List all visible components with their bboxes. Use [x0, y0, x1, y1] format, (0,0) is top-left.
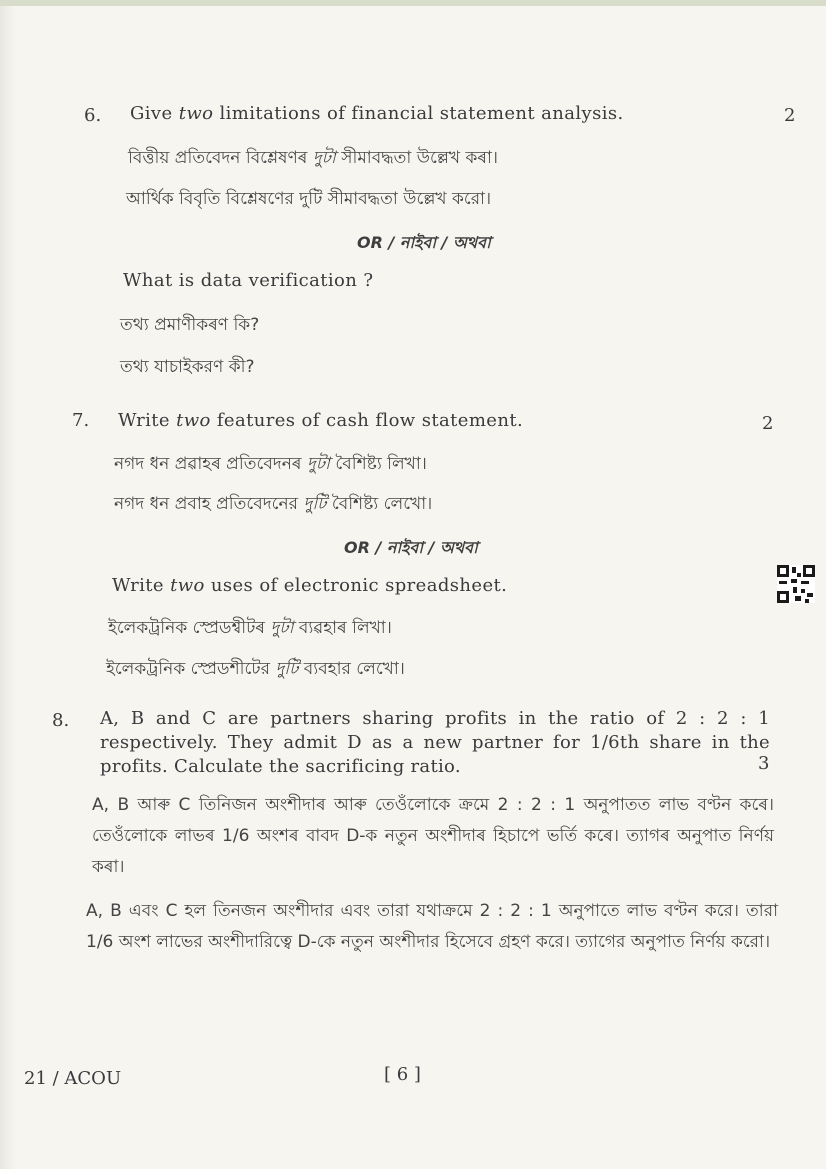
q8-marks: 3	[758, 753, 770, 774]
q7-alt-assamese: ইলেকট্ৰনিক স্প্ৰেডশ্বীটৰ দুটা ব্যৱহাৰ লিখা।	[108, 618, 392, 638]
q6-bengali: আর্থিক বিবৃতি বিশ্লেষণের দুটি সীমাবদ্ধতা উল্লেখ করো।	[126, 189, 492, 209]
q6-alt-bengali: তথ্য যাচাইকরণ কী?	[120, 357, 255, 377]
q8-assamese: A, B আৰু C তিনিজন অংশীদাৰ আৰু তেওঁলোকে ক্ৰমে 2 : 2 : 1 অনুপাতত লাভ বণ্টন কৰে। তেওঁলোকে লাভৰ 1/6 অংশৰ বাবদ D-ক নতুন অংশীদাৰ হিচাপে ভৰ্তি কৰে। ত্যাগৰ অনুপাত নিৰ্ণয় কৰা।	[92, 795, 774, 877]
page-number: [ 6 ]	[384, 1064, 421, 1085]
q8-english: A, B and C are partners sharing profits in the ratio of 2 : 2 : 1 respectively. They admit D as a new partner for 1/6th share in the profits. Calculate the sacrificing ratio.	[100, 708, 770, 777]
q7-or-separator: OR / নাইবা / অথবা	[344, 538, 478, 557]
q6-marks: 2	[784, 105, 796, 126]
q8-number: 8.	[52, 710, 70, 731]
q7-english: Write two features of cash flow statement.	[118, 410, 524, 431]
q7-marks: 2	[762, 413, 774, 434]
q7-number: 7.	[72, 410, 90, 431]
q6-english: Give two limitations of financial statement analysis.	[130, 103, 624, 124]
paper-code: 21 / ACOU	[24, 1068, 122, 1089]
q7-alt-bengali: ইলেকট্রনিক স্প্রেডশীটের দুটি ব্যবহার লেখো।	[106, 659, 405, 679]
page-shadow	[0, 0, 16, 1169]
q7-alt-english: Write two uses of electronic spreadsheet.	[112, 575, 508, 596]
q6-alt-assamese: তথ্য প্ৰমাণীকৰণ কি?	[120, 315, 260, 335]
q7-bengali: নগদ ধন প্রবাহ প্রতিবেদনের দুটি বৈশিষ্ট্য লেখো।	[114, 494, 433, 514]
q6-assamese: বিত্তীয় প্ৰতিবেদন বিশ্লেষণৰ দুটা সীমাবদ্ধতা উল্লেখ কৰা।	[128, 148, 498, 168]
page-top-edge	[0, 0, 826, 6]
q7-assamese: নগদ ধন প্ৰৱাহৰ প্ৰতিবেদনৰ দুটা বৈশিষ্ট্য লিখা।	[114, 454, 427, 474]
q8-bengali: A, B এবং C হল তিনজন অংশীদার এবং তারা যথাক্রমে 2 : 2 : 1 অনুপাতে লাভ বণ্টন করে। তারা 1/6 অংশ লাভের অংশীদারিত্বে D-কে নতুন অংশীদার হিসেবে গ্রহণ করে। ত্যাগের অনুপাত নির্ণয় করো।	[86, 901, 778, 952]
q6-number: 6.	[84, 105, 102, 126]
q6-alt-english: What is data verification ?	[123, 270, 374, 291]
q6-or-separator: OR / নাইবা / অথবা	[357, 233, 491, 252]
qr-code	[777, 565, 815, 603]
